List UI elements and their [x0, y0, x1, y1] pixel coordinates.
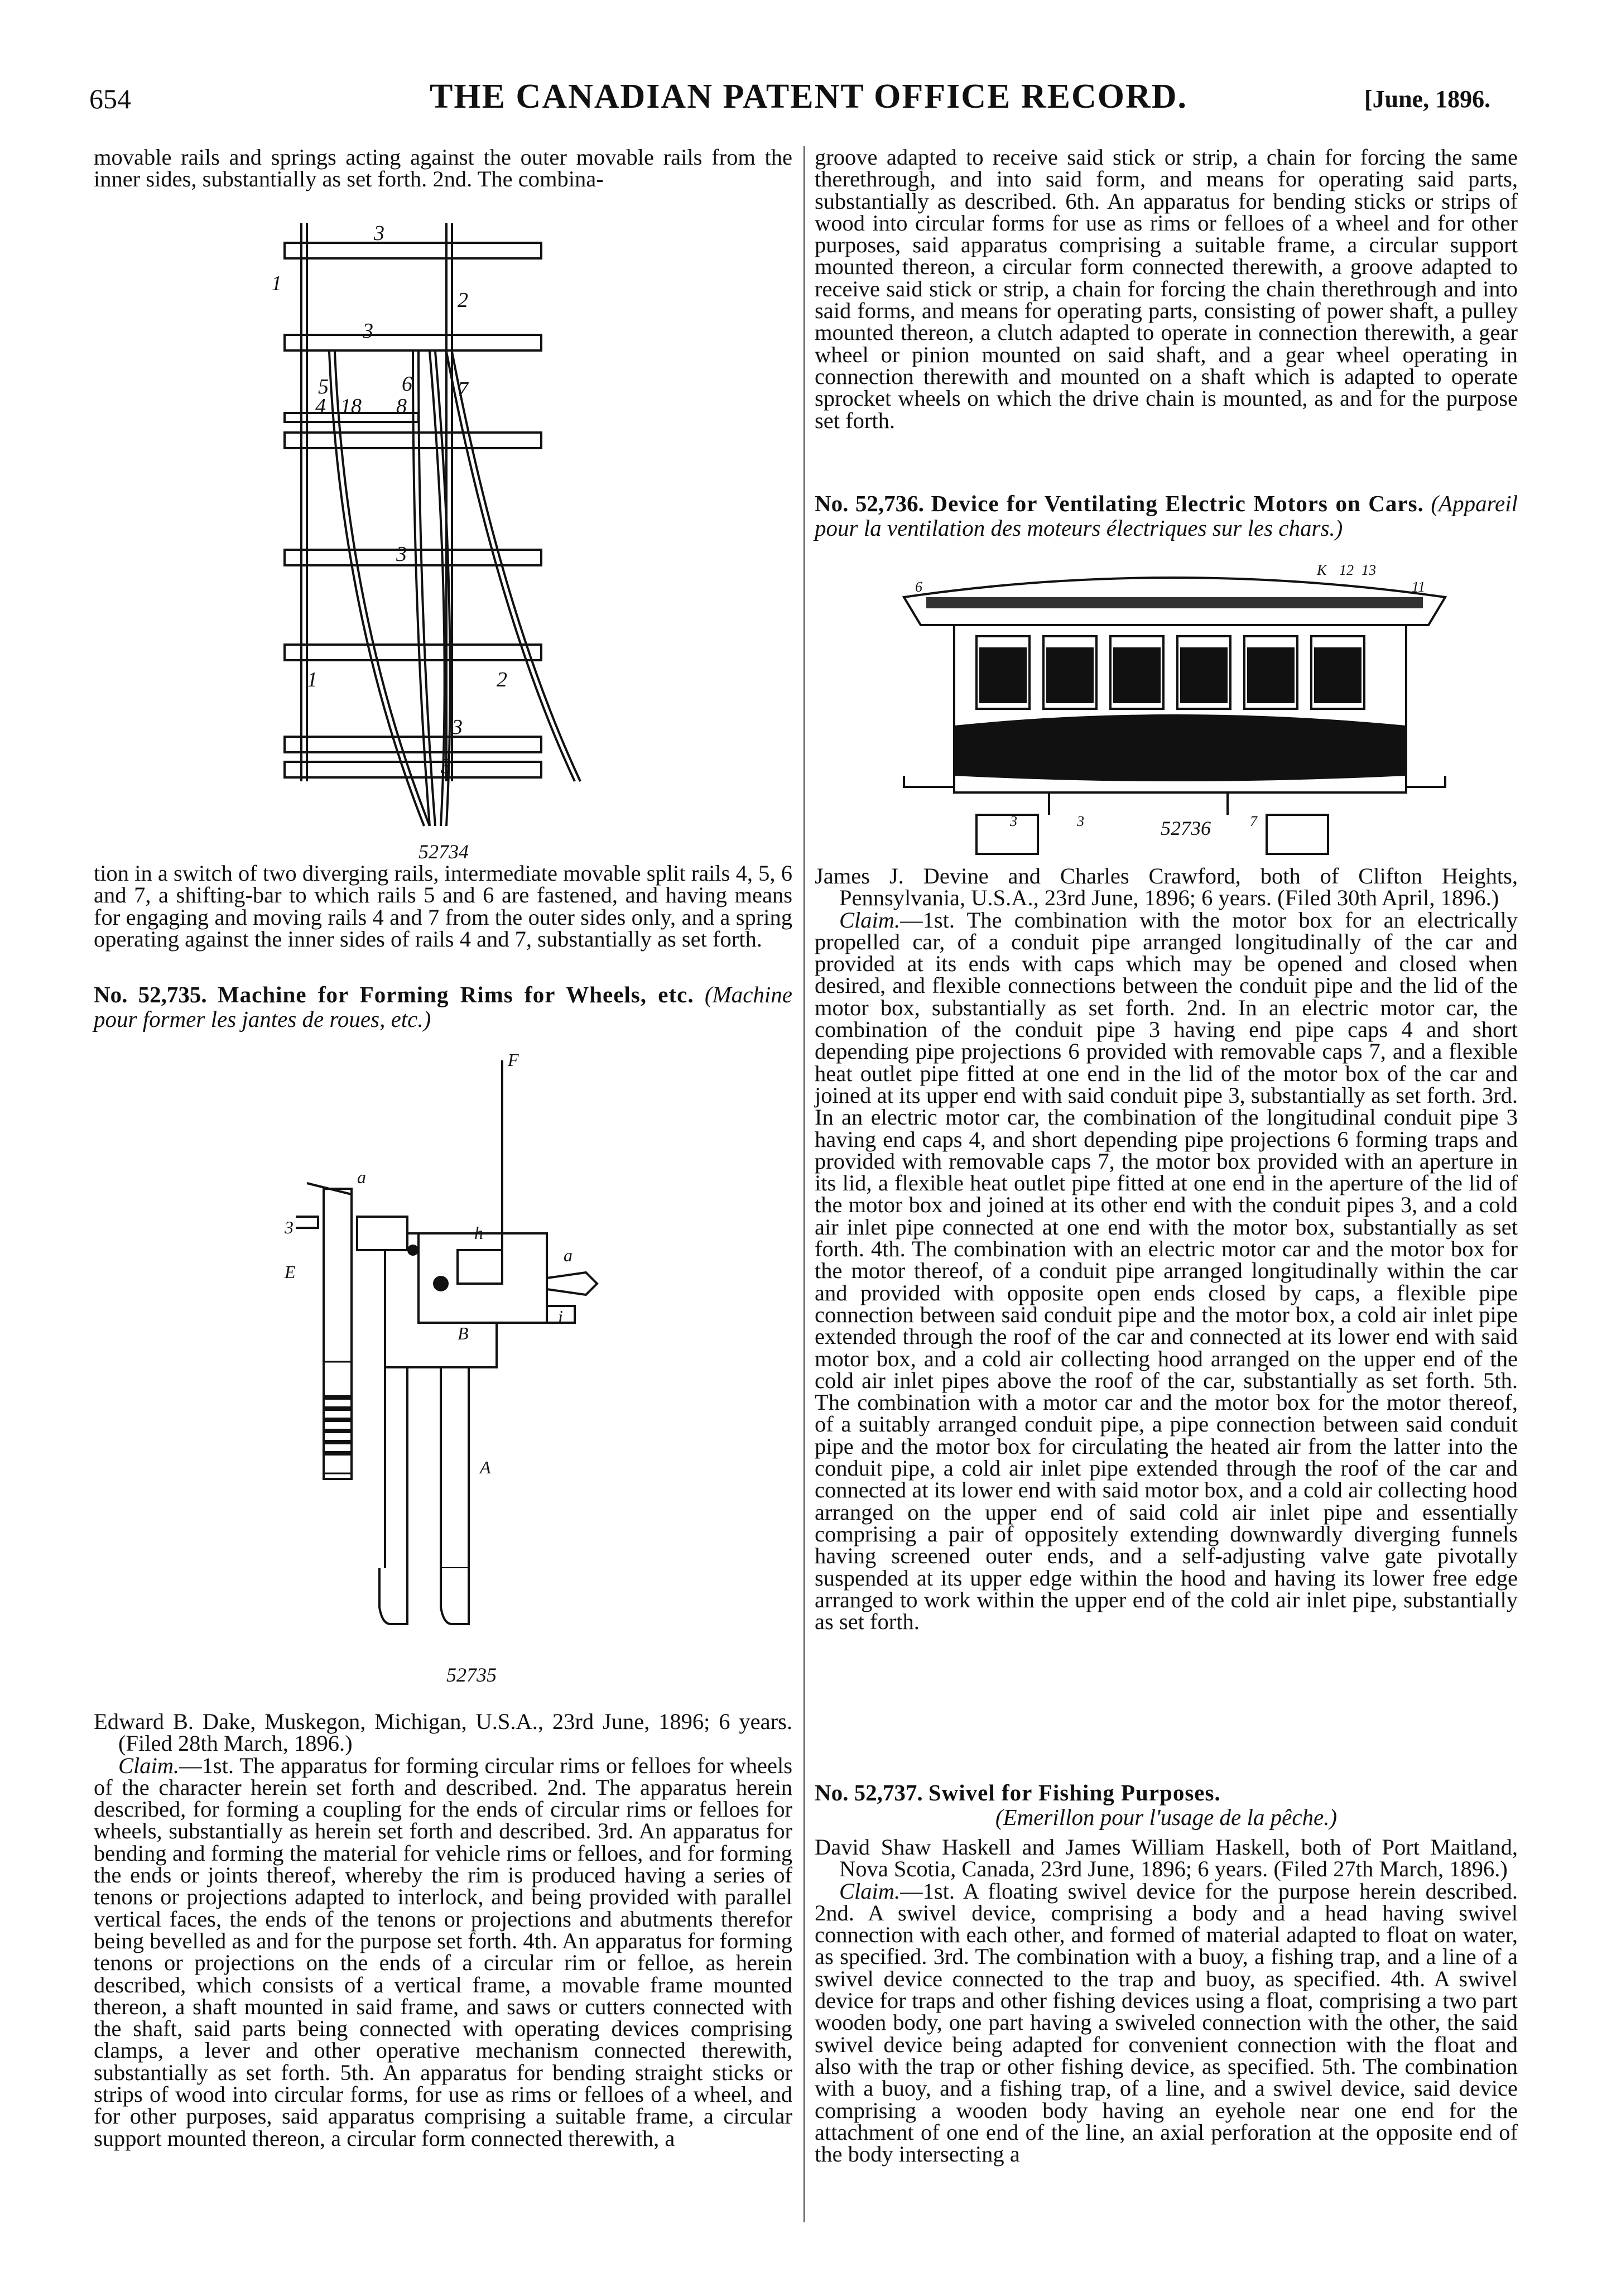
- svg-text:1: 1: [307, 668, 317, 691]
- svg-text:1: 1: [271, 272, 282, 295]
- right-top-text: [815, 146, 1518, 431]
- svg-text:13: 13: [1362, 564, 1376, 578]
- svg-text:a: a: [357, 1167, 366, 1187]
- patent-52735-claim-text: —1st. The apparatus for forming circular rims or felloes for wheels of the character herein set forth and described. 2nd. The apparatus herein described, for forming a coupling for the ends of circular rims or felloes for wheels, substantially as herein set forth and described. 3rd. An apparatus for bending and forming the material for vehicle rims or felloes, and for forming the ends or joints thereof, whereby the rim is produced having a series of tenons or projections adapted to interlock, and being provided with parallel vertical faces, the ends of the tenons or projections and abutments therefor being bevelled as and for the purpose set forth. 4th. An apparatus for forming tenons or projections on the ends of a circular rim or felloe, as herein described, which consists of a vertical frame, a movable frame mounted thereon, a shaft mounted in said frame, and saws or cutters connected with the shaft, said parts being connected with operating devices comprising clamps, a lever and other operative mechanism connected therewith, substantially as set forth. 5th. An apparatus for bending straight sticks or strips of wood into circular forms, for use as rims or felloes of a wheel, and for other purposes, said apparatus comprising a suitable frame, a circular support mounted thereon, a circular form connected therewith, a: [94, 1752, 792, 2151]
- patent-52736-claim-text: —1st. The combination with the motor box for an electrically propelled car, of a conduit pipe arranged longitudinally of the car and provided at its ends with caps which may be opened and closed when desired, and flexible connections between the conduit pipe and the lid of the motor box, substantially as set forth. 2nd. In an electric motor car, the combination of the conduit pipe 3 having end pipe caps 4 and short depending pipe projections 6 provided with removable caps 7, and a flexible heat outlet pipe fitted at one end in the lid of the motor box of the car and joined at its upper end with said conduit pipe 3, substantially as set forth. 3rd. In an electric motor car, the combination of the longitudinal conduit pipe 3 having end caps 4, and short depending pipe projections 6 forming traps and provided with removable caps 7, the motor box provided with an aperture in its lid, a flexible heat outlet pipe fitted at one end in the aperture of the lid of the motor box and joined at its other end with the conduit pipes 3, and a cold air inlet pipe connected at one end with the motor box, substantially as set forth. 4th. The combination with an electric motor car and the motor box for the motor thereof, of a conduit pipe arranged longitudinally within the car and provided with opposite open ends closed by caps, a flexible pipe connection between said conduit pipe and the motor box, a cold air inlet pipe extended through the roof of the car and connected at its lower end with said motor box, and a cold air collecting hood arranged on the upper end of the cold air inlet pipes above the roof of the car, substantially as set forth. 5th. The combination with a motor car and the motor box for the motor thereof, of a suitably arranged conduit pipe, a pipe connection between said conduit pipe and the motor box for circulating the heated air from the latter into the conduit pipe, a cold air inlet pipe extended through the roof of the car and connected at its lower end with said motor box, and a cold air collecting hood arranged on the upper end of said cold air inlet pipe and essentially comprising a pair of oppositely extending downwardly diverging funnels having screened outer ends, and a self-adjusting valve gate pivotally suspended at its upper edge within the hood and having its lower free edge arranged to work within the upper end of the cold air inlet pipe, substantially as set forth.: [815, 907, 1518, 1635]
- patent-52737-body: [815, 1836, 1518, 2165]
- left-cont-text: [94, 862, 792, 950]
- figure-52734-label: 52734: [418, 840, 469, 863]
- page-title: THE CANADIAN PATENT OFFICE RECORD.: [430, 78, 1188, 116]
- page-number: 654: [89, 83, 131, 114]
- column-divider: [804, 146, 805, 2222]
- svg-text:h: h: [474, 1223, 483, 1243]
- patent-52737-claims: [815, 1880, 1518, 2165]
- figure-52735-machine: [273, 1049, 664, 1663]
- svg-text:3: 3: [285, 1217, 294, 1237]
- patent-52736-body: [815, 863, 1518, 1635]
- patent-52736-name: Device for Ventilating Electric Motors on Cars.: [931, 491, 1424, 516]
- svg-text:a: a: [564, 1245, 573, 1265]
- patent-52735-claim-label: Claim.: [118, 1752, 180, 1778]
- patent-52736-french: (Appareil pour la ventilation des moteurs électriques sur les chars.): [815, 491, 1518, 541]
- svg-text:7: 7: [458, 378, 468, 401]
- left-cont-paragraph: tion in a switch of two diverging rails, intermediate movable split rails 4, 5, 6 and 7, a shifting-bar to which rails 5 and 6 are fastened, and having means for engaging and moving rails 4 and 7 from the outer sides only, and a spring operating against the inner sides of rails 4 and 7, substantially as set forth.: [94, 861, 792, 952]
- svg-text:K: K: [1317, 564, 1327, 578]
- svg-text:8: 8: [396, 395, 407, 418]
- svg-text:B: B: [458, 1323, 469, 1343]
- patent-52736-inventor: James J. Devine and Charles Crawford, both of Clifton Heights, Pennsylvania, U.S.A., 23rd June, 1896; 6 years. (Filed 30th April, 1896.): [815, 863, 1518, 911]
- patent-52735-number: No. 52,735.: [94, 982, 207, 1007]
- svg-text:2: 2: [497, 668, 507, 691]
- patent-52735-body: [94, 1711, 792, 2149]
- patent-52736-number: No. 52,736.: [815, 491, 924, 516]
- svg-text:11: 11: [1412, 579, 1426, 595]
- patent-52737-claim-label: Claim.: [839, 1878, 901, 1904]
- svg-text:4: 4: [315, 395, 326, 418]
- patent-52736-claim-label: Claim.: [839, 907, 901, 933]
- svg-text:F: F: [508, 1050, 519, 1070]
- svg-text:3: 3: [396, 542, 407, 566]
- svg-text:3: 3: [1010, 813, 1017, 829]
- svg-text:3: 3: [441, 755, 451, 778]
- patent-52735-title: [94, 982, 792, 1031]
- svg-text:3: 3: [1077, 813, 1084, 829]
- svg-text:3: 3: [452, 715, 463, 739]
- patent-52736-title: [815, 491, 1518, 540]
- patent-52737-name: Swivel for Fishing Purposes.: [928, 1780, 1221, 1805]
- figure-52734-switch: [262, 223, 619, 837]
- page-date: [June, 1896.: [1364, 85, 1491, 113]
- patent-52737-title: [815, 1780, 1518, 1829]
- svg-text:6: 6: [402, 372, 412, 396]
- svg-text:5: 5: [318, 375, 329, 398]
- svg-text:i: i: [558, 1306, 563, 1327]
- patent-52735-french: (Machine pour former les jantes de roues, etc.): [94, 982, 792, 1032]
- right-top-paragraph: groove adapted to receive said stick or strip, a chain for forcing the same therethrough, and into said form, and means for operating said parts, substantially as described. 6th. An apparatus for bending sticks or strips of wood into circular forms for use as rims or felloes of a wheel and for other purposes, said apparatus comprising a suitable frame, a circular support mounted thereon, a circular form connected therewith, a groove adapted to receive said stick or strip, a chain for forcing the chain therethrough and into said forms, and means for operating parts, consisting of power shaft, a pulley mounted thereon, a clutch adapted to operate in connection therewith, a gear wheel or pinion mounted on said shaft, and a gear wheel operating in connection therewith and mounted on a shaft which is adapted to operate sprocket wheels on which the drive chain is mounted, as and for the purpose set forth.: [815, 145, 1518, 433]
- figure-52735-label: 52735: [446, 1664, 497, 1686]
- svg-text:7: 7: [1250, 813, 1257, 829]
- patent-52735-claims: [94, 1752, 792, 2151]
- patent-52736-claims: [815, 909, 1518, 1633]
- patent-52737-claim-text: —1st. A floating swivel device for the purpose herein described. 2nd. A swivel device, comprising a body and a head having swivel connection with each other, and formed of material adapted to float on water, as specified. 3rd. The combination with a buoy, a fishing trap, and a line of a swivel device connected to the trap and buoy, as specified. 4th. A swivel device for traps and other fishing devices using a float, comprising a two part wooden body, one part having a swiveled connection with the other, the said swivel device being adapted for convenient connection with the float and also with the trap or other fishing device, as specified. 5th. The combination with a buoy, and a fishing trap, of a line, and a swivel device, said device comprising a wooden body having an eyehole near one end for the attachment of one end of the line, an axial perforation at the opposite end of the body intersecting a: [815, 1878, 1518, 2167]
- svg-text:12: 12: [1339, 564, 1354, 578]
- svg-text:A: A: [480, 1457, 491, 1477]
- patent-52735-inventor: Edward B. Dake, Muskegon, Michigan, U.S.A., 23rd June, 1896; 6 years. (Filed 28th March, 1896.): [94, 1709, 792, 1756]
- figure-52736-car: [882, 564, 1468, 859]
- svg-text:2: 2: [458, 289, 468, 312]
- patent-52737-french: (Emerillon pour l'usage de la pêche.): [995, 1804, 1338, 1830]
- svg-text:3: 3: [363, 319, 373, 343]
- patent-52737-inventor: David Shaw Haskell and James William Haskell, both of Port Maitland, Nova Scotia, Canada, 23rd June, 1896; 6 years. (Filed 27th March, 1896.): [815, 1834, 1518, 1882]
- svg-text:18: 18: [340, 395, 362, 418]
- figure-52736-label: 52736: [1161, 817, 1211, 839]
- patent-52735-name: Machine for Forming Rims for Wheels, etc.: [217, 982, 694, 1007]
- svg-text:E: E: [285, 1262, 296, 1282]
- patent-52737-number: No. 52,737.: [815, 1780, 923, 1805]
- left-top-text: [94, 146, 792, 190]
- left-top-paragraph: movable rails and springs acting against the outer movable rails from the inner sides, substantially as set forth. 2nd. The combina-: [94, 145, 792, 192]
- svg-text:3: 3: [374, 223, 384, 245]
- svg-text:6: 6: [915, 579, 922, 595]
